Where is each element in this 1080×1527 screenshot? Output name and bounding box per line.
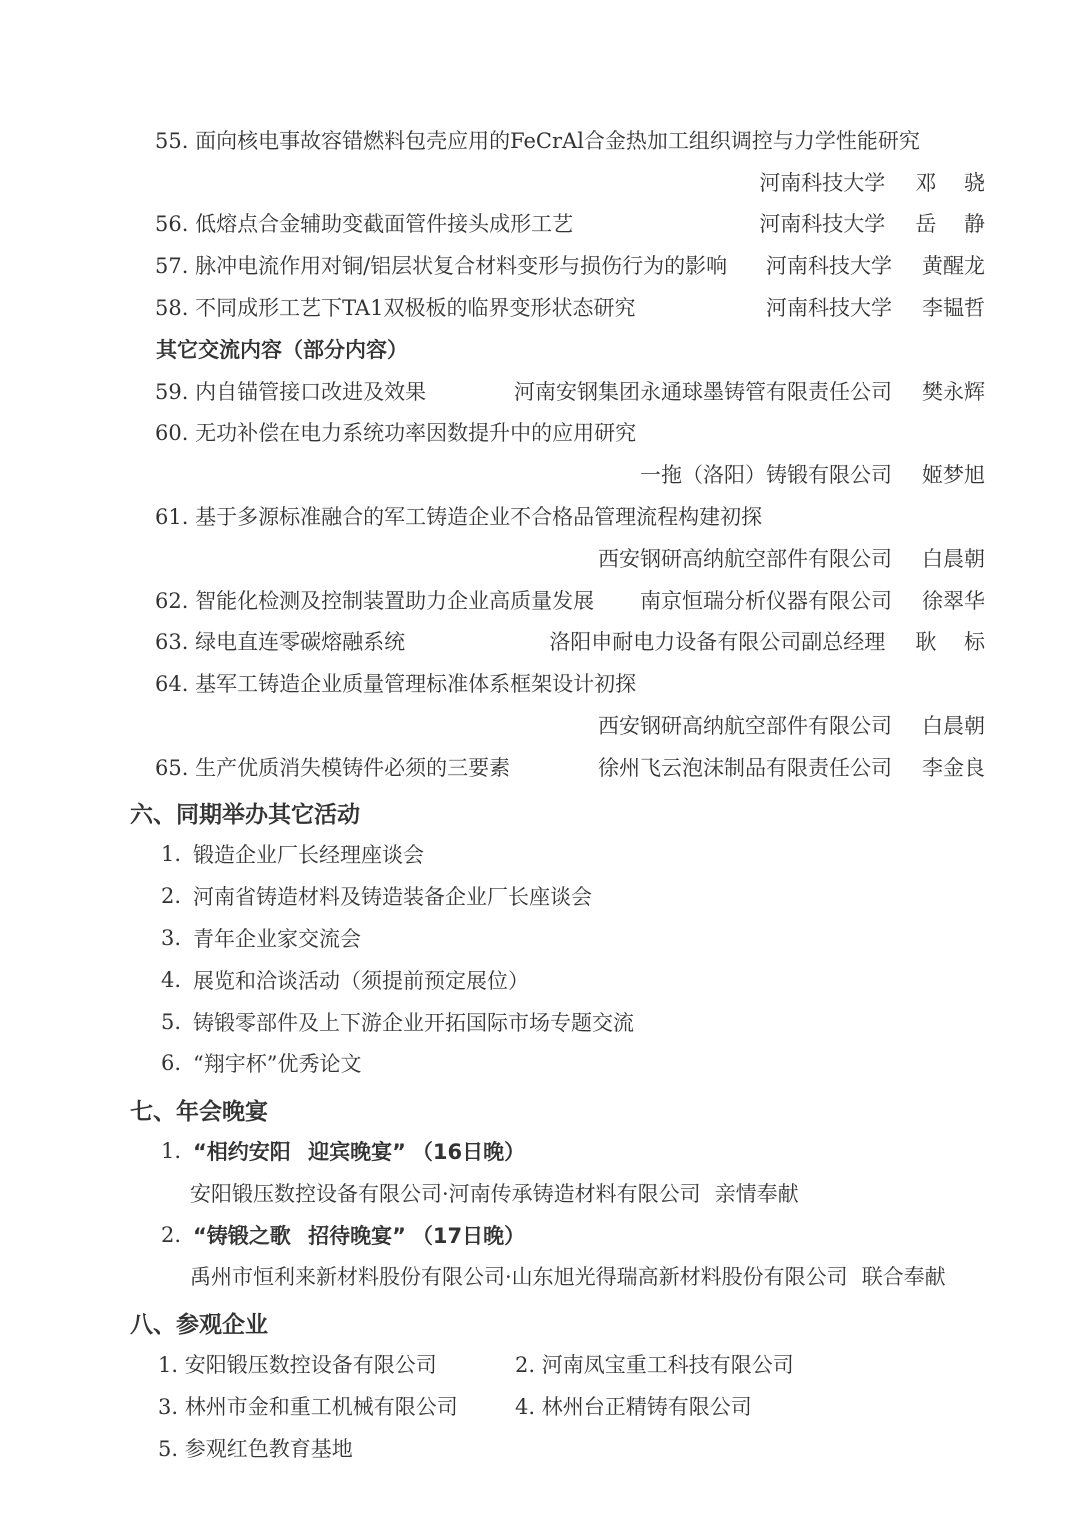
entry-presenter: 岳 静 — [915, 212, 985, 237]
item-number: 2. — [161, 884, 182, 909]
entry-org: 河南科技大学 — [766, 296, 892, 321]
entry-org: 洛阳申耐电力设备有限公司副总经理 — [549, 630, 886, 655]
sponsor-credit: 联合奉献 — [861, 1265, 946, 1290]
entry-affiliation-row-64 — [130, 704, 985, 746]
entry-title: 55. 面向核电事故容错燃料包壳应用的FeCrAl合金热加工组织调控与力学性能研究 — [155, 128, 920, 153]
entry-affiliation — [759, 167, 985, 197]
banquet-date: （17日晚） — [411, 1223, 526, 1248]
sponsor-names: 禹州市恒利来新材料股份有限公司·山东旭光得瑞高新材料股份有限公司 — [190, 1265, 848, 1290]
activity-item-1 — [130, 834, 985, 876]
activity-item-3 — [130, 917, 985, 959]
sponsor-names: 安阳锻压数控设备有限公司·河南传承铸造材料有限公司 — [190, 1181, 701, 1206]
entry-org: 河南科技大学 — [766, 254, 892, 279]
entry-affiliation — [549, 626, 985, 656]
banquet-item-1 — [130, 1130, 985, 1172]
visit-company: 4. 林州台正精铸有限公司 — [515, 1394, 752, 1419]
entry-title: 60. 无功补偿在电力系统功率因数提升中的应用研究 — [155, 421, 637, 446]
entry-affiliation-row-60 — [130, 453, 985, 495]
entry-org: 西安钢研高纳航空部件有限公司 — [598, 546, 892, 571]
entry-presenter: 樊永辉 — [922, 379, 985, 404]
item-number: 5. — [161, 1009, 182, 1034]
entry-org: 河南科技大学 — [759, 170, 886, 195]
section-header-visits: 八、参观企业 — [130, 1311, 268, 1338]
visit-row-1 — [130, 1343, 985, 1385]
item-number: 4. — [161, 967, 182, 992]
item-number: 1. — [161, 1139, 182, 1164]
entry-row-65 — [130, 746, 985, 788]
entry-presenter: 李韫哲 — [922, 296, 985, 321]
activity-item-2 — [130, 875, 985, 917]
visit-row-2 — [130, 1385, 985, 1427]
entry-affiliation — [766, 250, 985, 280]
activity-item-6 — [130, 1043, 985, 1085]
item-label: 铸锻零部件及上下游企业开拓国际市场专题交流 — [193, 1010, 634, 1035]
banquet-sponsor-2 — [130, 1256, 985, 1298]
entry-presenter: 黄醒龙 — [922, 254, 985, 279]
item-label: 展览和洽谈活动（须提前预定展位） — [193, 968, 529, 993]
entry-title: 58. 不同成形工艺下TA1双极板的临界变形状态研究 — [155, 296, 636, 321]
entry-affiliation-row-55 — [130, 161, 985, 203]
visit-company: 5. 参观红色教育基地 — [158, 1436, 353, 1461]
entry-presenter: 徐翠华 — [922, 588, 985, 613]
entry-title: 65. 生产优质消失模铸件必须的三要素 — [155, 755, 511, 780]
item-number: 6. — [161, 1051, 182, 1076]
entry-presenter: 耿 标 — [915, 630, 985, 655]
entry-row-63 — [130, 621, 985, 663]
entry-presenter: 白晨朝 — [922, 546, 985, 571]
entry-title: 62. 智能化检测及控制装置助力企业高质量发展 — [155, 588, 595, 613]
item-label: 河南省铸造材料及铸造装备企业厂长座谈会 — [193, 885, 592, 910]
item-number: 3. — [161, 926, 182, 951]
visit-company: 3. 林州市金和重工机械有限公司 — [158, 1394, 458, 1419]
entry-affiliation — [759, 208, 985, 238]
entry-affiliation — [598, 710, 985, 740]
entry-affiliation — [598, 543, 985, 573]
entry-presenter: 李金良 — [922, 755, 985, 780]
entry-org: 河南科技大学 — [759, 212, 886, 237]
entry-org: 南京恒瑞分析仪器有限公司 — [640, 588, 892, 613]
entry-presenter: 邓 骁 — [915, 170, 985, 195]
entry-affiliation — [766, 292, 985, 322]
entry-title: 59. 内自锚管接口改进及效果 — [155, 379, 427, 404]
entry-affiliation — [514, 376, 985, 406]
entry-row-62 — [130, 579, 985, 621]
entry-title: 61. 基于多源标准融合的军工铸造企业不合格品管理流程构建初探 — [155, 505, 763, 530]
banquet-date: （16日晚） — [411, 1140, 526, 1165]
entry-presenter: 姬梦旭 — [922, 463, 985, 488]
entry-org: 徐州飞云泡沫制品有限责任公司 — [598, 755, 892, 780]
sponsor-credit: 亲情奉献 — [714, 1181, 799, 1206]
visit-company: 2. 河南凤宝重工科技有限公司 — [515, 1353, 794, 1377]
item-number: 1. — [161, 842, 182, 867]
entry-affiliation — [598, 752, 985, 782]
banquet-name: “铸锻之歌 招待晚宴” — [193, 1223, 406, 1248]
section-header-banquets: 七、年会晚宴 — [130, 1098, 268, 1125]
item-label: 锻造企业厂长经理座谈会 — [193, 843, 424, 868]
entry-row-58 — [130, 286, 985, 328]
entry-org: 河南安钢集团永通球墨铸管有限责任公司 — [514, 379, 892, 404]
visit-row-3 — [130, 1427, 985, 1469]
entry-affiliation-row-61 — [130, 537, 985, 579]
item-label: 青年企业家交流会 — [193, 927, 361, 952]
entry-org: 西安钢研高纳航空部件有限公司 — [598, 714, 892, 739]
entry-row-60 — [130, 412, 985, 454]
entry-row-55 — [130, 119, 985, 161]
item-label: “翔宇杯”优秀论文 — [193, 1052, 362, 1077]
entry-presenter: 白晨朝 — [922, 714, 985, 739]
entry-title: 63. 绿电直连零碳熔融系统 — [155, 630, 406, 655]
entry-title: 57. 脉冲电流作用对铜/铝层状复合材料变形与损伤行为的影响 — [155, 254, 728, 279]
visit-company: 1. 安阳锻压数控设备有限公司 — [158, 1353, 437, 1377]
section-header-activities: 六、同期举办其它活动 — [130, 802, 360, 829]
entry-row-56 — [130, 203, 985, 245]
entry-affiliation — [640, 585, 985, 615]
item-number: 2. — [161, 1222, 182, 1247]
activity-item-5 — [130, 1001, 985, 1043]
entry-title: 56. 低熔点合金辅助变截面管件接头成形工艺 — [155, 212, 574, 237]
entry-title: 64. 基军工铸造企业质量管理标准体系框架设计初探 — [155, 672, 637, 697]
entry-affiliation — [640, 459, 985, 489]
entry-row-59 — [130, 370, 985, 412]
entry-org: 一拖（洛阳）铸锻有限公司 — [640, 463, 892, 488]
banquet-sponsor-1 — [130, 1172, 985, 1214]
entry-row-57 — [130, 244, 985, 286]
other-exchange-header: 其它交流内容（部分内容） — [156, 337, 408, 362]
activity-item-4 — [130, 959, 985, 1001]
banquet-name: “相约安阳 迎宾晚宴” — [193, 1140, 406, 1165]
entry-row-64 — [130, 662, 985, 704]
banquet-item-2 — [130, 1214, 985, 1256]
entry-row-61 — [130, 495, 985, 537]
